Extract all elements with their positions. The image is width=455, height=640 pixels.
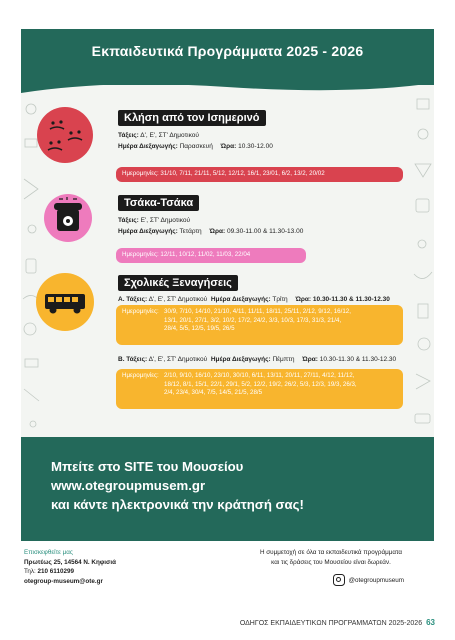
dates-line: 13/1, 20/1, 27/1, 3/2, 10/2, 17/2, 24/2, 3/3, 10/3, 17/3, 31/3, 21/4,: [164, 316, 342, 324]
address: Πρωτέως 25, 14564 Ν. Κηφισιά: [24, 558, 116, 566]
running-title: ΟΔΗΓΟΣ ΕΚΠΑΙΔΕΥΤΙΚΩΝ ΠΡΟΓΡΑΜΜΑΤΩΝ 2025-2026: [239, 620, 423, 627]
program-dates-bar: [116, 369, 403, 409]
dates-line: 28/4, 5/5, 12/5, 19/5, 26/5: [164, 325, 235, 332]
program-schedule: Ημέρα Διεξαγωγής: Τετάρτη Ώρα: 09.30-11.00 & 11.30-13.00: [118, 228, 304, 235]
program-card: [118, 273, 408, 305]
program-schedule-b: Β. Τάξεις: Δ', Ε', ΣΤ' Δημοτικού Ημέρα Διεξαγωγής: Πέμπτη Ώρα: 10.30-11.30 & 11.30-12.30: [118, 356, 397, 363]
phone: Τηλ: 210 6110299: [24, 568, 74, 575]
program-title: Σχολικές Ξεναγήσεις: [118, 275, 238, 291]
page-title: Εκπαιδευτικά Προγράμματα 2025 - 2026: [91, 43, 364, 59]
program-dates-bar: [116, 305, 403, 345]
instagram-icon: [333, 574, 345, 586]
program-dates-bar: Ημερομηνίες: 31/10, 7/11, 21/11, 5/12, 12/12, 16/1, 23/01, 6/2, 13/2, 20/02: [116, 167, 403, 182]
banner-wave: [21, 73, 434, 95]
cta-line1: Μπείτε στο SITE του Μουσείου: [51, 459, 244, 474]
email-link[interactable]: otegroup-museum@ote.gr: [24, 577, 103, 585]
cta-line3: και κάντε ηλεκτρονικά την κράτησή σας!: [51, 497, 304, 512]
program-dates-bar: Ημερομηνίες: 12/11, 10/12, 11/02, 11/03, 22/04: [116, 248, 306, 263]
program-title: Τσάκα-Τσάκα: [118, 195, 199, 211]
instagram-handle: @otegroupmuseum: [348, 576, 404, 584]
program-card: [118, 193, 408, 237]
school-bus-icon: [35, 272, 95, 332]
dates-line: 30/9, 7/10, 14/10, 21/10, 4/11, 11/11, 18/11, 25/11, 2/12, 9/12, 16/12,: [164, 308, 351, 315]
program-classes: Τάξεις: Δ', Ε', ΣΤ' Δημοτικού: [118, 132, 199, 139]
sad-faces-icon: [33, 105, 97, 165]
contact-info: [24, 548, 116, 586]
program-schedule-a: Α. Τάξεις: Δ', Ε', ΣΤ' Δημοτικού Ημέρα Διεξαγωγής: Τρίτη Ώρα: 10.30-11.30 & 11.30-12.30: [118, 296, 390, 303]
cta-panel: [21, 437, 434, 541]
page-footer: [0, 618, 435, 627]
dates-line: 2/4, 23/4, 30/4, 7/5, 14/5, 21/5, 28/5: [164, 389, 263, 396]
dates-line: 2/10, 9/10, 16/10, 23/10, 30/10, 6/11, 13/11, 20/11, 27/11, 4/12, 11/12,: [164, 372, 355, 379]
program-card: [118, 108, 408, 152]
dates-label: Ημερομηνίες:: [122, 308, 159, 315]
dates-label: Ημερομηνίες:: [122, 372, 159, 379]
visit-label: Επισκεφθείτε μας: [24, 549, 73, 556]
program-title: Κλήση από τον Ισημερινό: [118, 110, 266, 126]
cta-text: [51, 457, 304, 514]
cta-website-link[interactable]: www.otegroupmusem.gr: [51, 478, 206, 493]
program-schedule: Ημέρα Διεξαγωγής: Παρασκευή Ώρα: 10.30-12.00: [118, 143, 273, 150]
instagram-link[interactable]: [333, 574, 404, 586]
note-line: και τις δράσεις του Μουσείου είναι δωρεάν.: [271, 558, 391, 566]
dates-line: 18/12, 8/1, 15/1, 22/1, 29/1, 5/2, 12/2, 19/2, 26/2, 5/3, 12/3, 19/3, 26/3,: [164, 380, 357, 388]
free-participation-note: [246, 548, 416, 567]
note-line: Η συμμετοχή σε όλα τα εκπαιδευτικά προγράμματα: [259, 549, 403, 556]
page-number: 63: [426, 618, 435, 627]
program-classes: Τάξεις: Ε', ΣΤ' Δημοτικού: [118, 217, 191, 224]
telephone-icon: [43, 193, 93, 243]
